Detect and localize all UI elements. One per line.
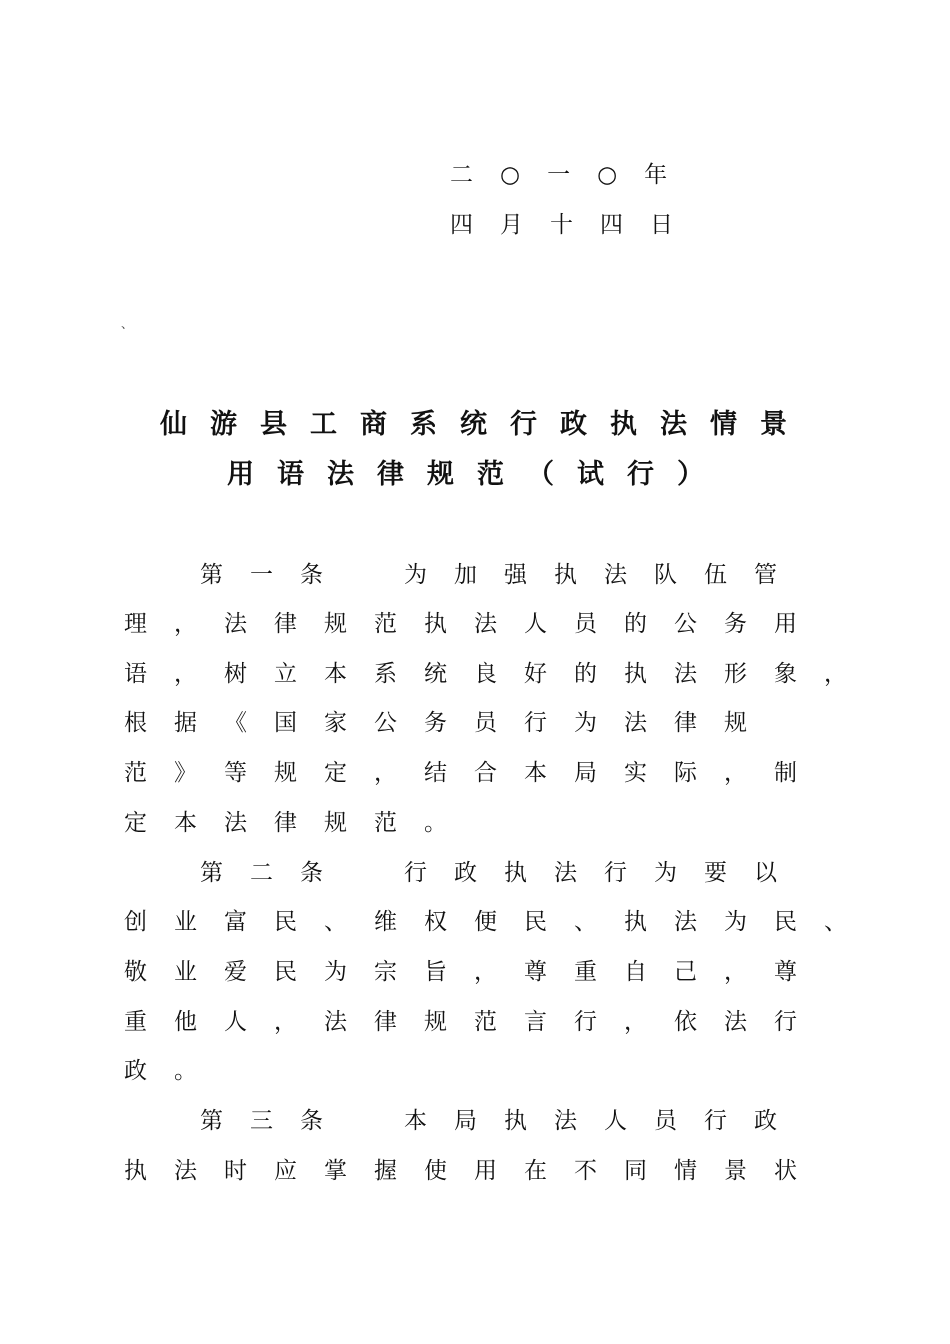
article-1-line: 根据《国家公务员行为法律规 [124,710,774,736]
article-2-first-line [200,862,804,885]
document-title-line-1: 仙游县工商系统行政执法情景 [160,409,810,440]
article-1-number: 第一条 [200,562,350,588]
document-title-line-2: 用语法律规范（试行） [227,459,727,490]
article-2-line: 敬业爱民为宗旨，尊重自己，尊 [124,959,824,985]
article-2-line: 创业富民、维权便民、执法为民、 [124,909,874,935]
article-1-first-text: 为加强执法队伍管 [404,562,804,588]
article-3-number: 第三条 [200,1108,350,1134]
date-day: 四月十四日 [450,212,700,238]
article-2-line: 重他人，法律规范言行，依法行 [124,1009,824,1035]
article-3-line: 执法时应掌握使用在不同情景状 [124,1158,824,1184]
date-year: 二○一○年 [450,162,695,188]
article-1-line: 语，树立本系统良好的执法形象， [124,661,874,687]
article-2-first-text: 行政执法行为要以 [404,860,804,886]
article-1-first-line [200,564,804,587]
article-2-number: 第二条 [200,860,350,886]
article-3-first-line [200,1110,804,1133]
article-3-first-text: 本局执法人员行政 [404,1108,804,1134]
article-2-line: 政。 [124,1058,224,1084]
article-1-line: 理，法律规范执法人员的公务用 [124,611,824,637]
article-1-line: 范》等规定，结合本局实际，制 [124,760,824,786]
stray-mark: 、 [121,317,134,331]
article-1-line: 定本法律规范。 [124,810,474,836]
